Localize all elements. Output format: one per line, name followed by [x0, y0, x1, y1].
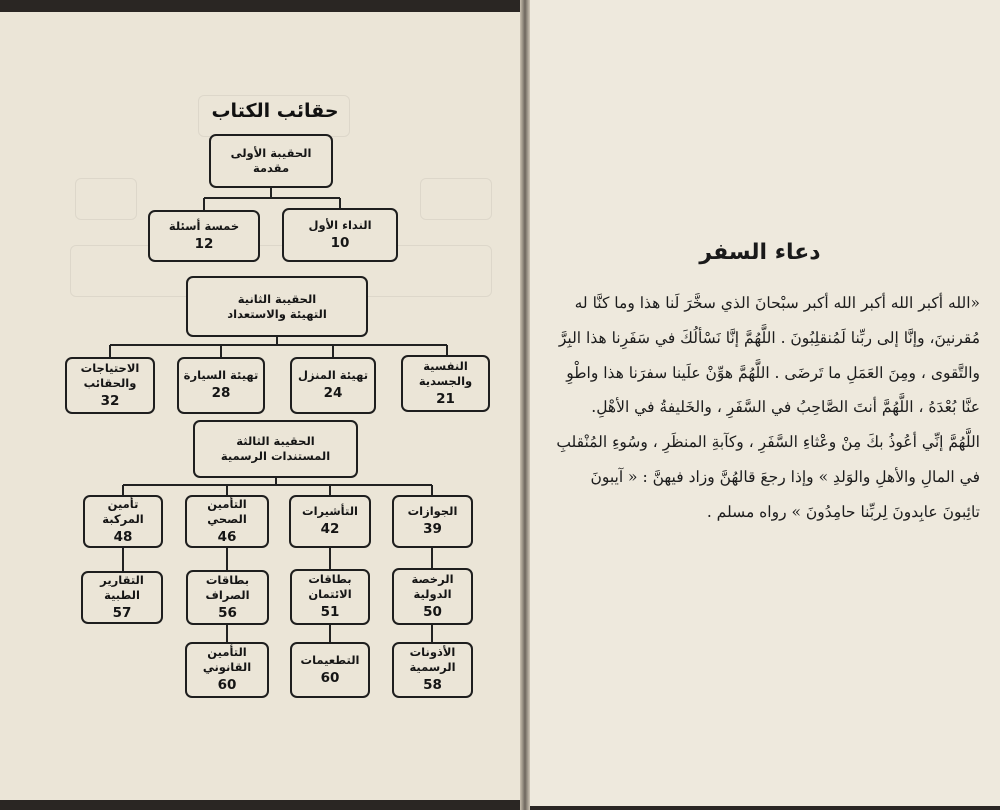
node-label: تهيئة السيارة — [183, 368, 259, 383]
node-label: القانوني — [202, 660, 252, 675]
node-label: الائتمان — [308, 587, 352, 602]
chart-title: حقائب الكتاب — [211, 100, 339, 122]
node-label: مقدمة — [252, 161, 290, 175]
node-intl-license — [392, 568, 473, 625]
node-label: الرسمية — [409, 660, 456, 675]
node-medical-reports — [81, 571, 163, 624]
page-number: 12 — [194, 235, 214, 252]
node-label: النفسية — [423, 358, 468, 373]
node-label: المستندات الرسمية — [220, 449, 331, 463]
node-label: الدولية — [413, 586, 452, 601]
node-vehicle-insurance — [83, 495, 163, 548]
page-number: 24 — [323, 385, 343, 402]
node-label: بطاقات — [308, 572, 352, 587]
node-label: خمسة أسئلة — [168, 218, 240, 233]
node-label: الأذونات — [409, 645, 456, 660]
page-number: 60 — [217, 677, 237, 694]
node-health-insurance — [185, 495, 269, 548]
node-passports — [392, 495, 473, 548]
page-number: 32 — [100, 392, 120, 409]
node-label: الرخصة — [411, 571, 454, 586]
node-official-permits — [392, 642, 473, 698]
node-label: الحقيبة الثانية — [237, 291, 317, 306]
page-number: 56 — [218, 604, 237, 621]
node-home-prep — [290, 357, 376, 414]
node-label: الاحتياجات — [80, 360, 140, 375]
node-label: الطبية — [104, 587, 140, 602]
prayer-line: مُقرنينَ، وإنَّا إلى ربِّنا لَمُنقلِبُونَ . اللَّهُمَّ إنَّا نَسْألُكَ في سَفَرِنا هذا البِرَّ — [558, 328, 980, 347]
page-number: 46 — [217, 528, 237, 545]
page-number: 21 — [436, 390, 455, 407]
node-bag-one — [209, 134, 333, 188]
prayer-line: اللَّهُمَّ إنِّي أعُوذُ بكَ مِنْ وعْثاءِ السَّفَرِ ، وكآبةِ المنظَرِ ، وسُوءِ المُنْقلبِ — [556, 433, 980, 452]
node-label: الحقيبة الأولى — [230, 146, 312, 161]
node-label: والجسدية — [418, 373, 473, 388]
prayer-line: والتَّقوى ، ومِنَ العَمَلِ ما تَرضَى . اللَّهُمَّ هوِّنْ علَينا سفرَنا هذا واطْوِ — [566, 363, 980, 382]
prayer-text — [548, 286, 980, 530]
node-credit-cards — [290, 569, 370, 625]
node-label: التأمين — [207, 496, 247, 511]
page-number: 39 — [423, 521, 442, 538]
prayer-line: «الله أكبر الله أكبر الله أكبر سبْحانَ الذي سخَّرَ لَنا هذا وما كنَّا له — [574, 294, 980, 312]
node-vaccinations — [290, 642, 370, 698]
node-label: الصحي — [207, 511, 247, 526]
node-label: بطاقات — [205, 572, 250, 587]
node-bag-two — [186, 276, 368, 337]
node-label: تهيئة المنزل — [297, 368, 369, 383]
node-legal-insurance — [185, 642, 269, 698]
page-number: 42 — [320, 521, 340, 538]
page-number: 51 — [320, 604, 340, 621]
page-number: 57 — [112, 604, 132, 621]
node-label: والحقائب — [83, 375, 137, 390]
prayer-line: في المالِ والأهلِ والوَلدِ » وإذا رجعَ قالهُنَّ وزاد فيهنَّ : « آيبونَ — [590, 467, 980, 486]
node-label: النداء الأول — [308, 217, 372, 232]
node-label: التأمين — [207, 645, 247, 660]
node-visas — [289, 495, 371, 548]
page-number: 50 — [423, 603, 442, 620]
page-number: 28 — [211, 385, 231, 402]
node-needs-bags — [65, 357, 155, 414]
prayer-line: تائِبونَ عابِدونَ لِربِّنا حامِدُونَ » رواه مسلم . — [706, 502, 980, 521]
node-atm-cards — [186, 570, 269, 625]
node-label: التقارير — [100, 572, 144, 587]
node-five-questions — [148, 210, 260, 262]
node-label: تأمين المركبة — [102, 496, 144, 526]
node-label: التطعيمات — [300, 652, 360, 667]
page-number: 10 — [330, 234, 350, 251]
node-first-call — [282, 208, 398, 262]
node-label: الحقيبة الثالثة — [236, 434, 315, 449]
node-label: التأشيرات — [302, 504, 358, 519]
page-number: 60 — [320, 669, 340, 686]
node-label: الصراف — [205, 587, 250, 602]
node-psych-physical — [401, 355, 490, 412]
prayer-line: عنَّا بُعْدَهُ ، اللَّهُمَّ أنتَ الصَّاحِبُ في السَّفَرِ ، والخَليفةُ في الأهْلِ. — [591, 398, 980, 417]
node-car-prep — [177, 357, 265, 414]
prayer-title: دعاء السفر — [699, 240, 821, 265]
node-label: الجوازات — [407, 504, 458, 519]
page-number: 58 — [423, 677, 442, 694]
node-label: التهيئة والاستعداد — [227, 306, 327, 321]
node-bag-three — [193, 420, 358, 478]
page-number: 48 — [113, 528, 133, 545]
